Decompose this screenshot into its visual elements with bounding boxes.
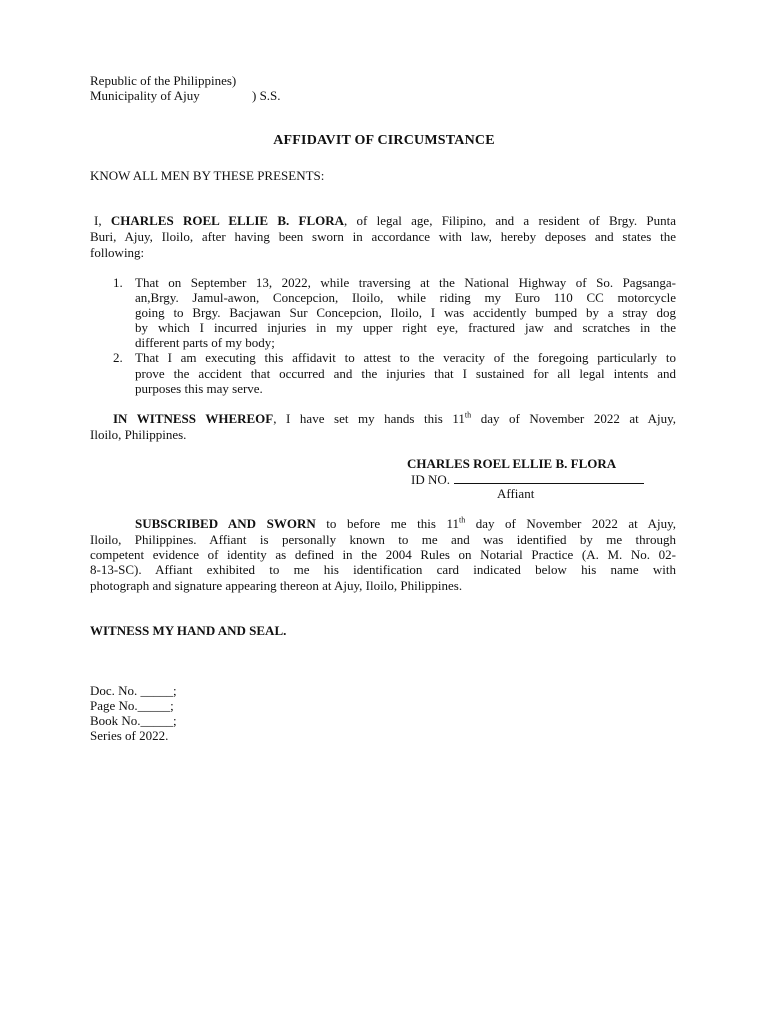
item-1-line: by which I incurred injuries in my upper right eye, fractured jaw and scratches in the [135, 320, 676, 335]
affiant-name: CHARLES ROEL ELLIE B. FLORA [407, 456, 617, 471]
witness-whereof-text-b: day of November 2022 at Ajuy, [471, 411, 676, 426]
intro-line-2: Buri, Ajuy, Iloilo, after having been sworn in accordance with law, hereby deposes and states the [90, 229, 676, 244]
id-blank [454, 471, 644, 484]
subscribed-line: 8-13-SC). Affiant exhibited to me his identification card indicated below his name with [90, 562, 676, 577]
item-1-line: an,Brgy. Jamul-awon, Concepcion, Iloilo, while riding my Euro 110 CC motorcycle [135, 290, 676, 305]
intro-line-1 [94, 213, 676, 229]
header-republic: Republic of the Philippines) [90, 73, 237, 88]
witness-whereof-line-2: Iloilo, Philippines. [90, 427, 187, 442]
item-2-line: purposes this may serve. [135, 381, 263, 396]
witness-whereof-sup: th [464, 410, 472, 420]
doc-no: Doc. No. _____; [90, 683, 177, 698]
document-title: AFFIDAVIT OF CIRCUMSTANCE [273, 133, 495, 148]
witness-whereof-text: , I have set my hands this 11 [273, 411, 465, 426]
item-2-number: 2. [113, 350, 123, 365]
affiant-name-inline: CHARLES ROEL ELLIE B. FLORA [110, 213, 345, 228]
id-label: ID NO. [411, 472, 450, 487]
witness-whereof-line-1 [113, 411, 676, 427]
subscribed-line-1 [135, 516, 676, 532]
affiant-label: Affiant [497, 486, 535, 501]
item-1-line: different parts of my body; [135, 335, 275, 350]
subscribed-bold: SUBSCRIBED AND SWORN [135, 516, 316, 531]
subscribed-line: Iloilo, Philippines. Affiant is personally known to me and was identified by me through [90, 532, 676, 547]
subscribed-text-b: day of November 2022 at Ajuy, [465, 516, 677, 531]
item-1-line: going to Brgy. Bacjawan Sur Concepcion, Iloilo, I was accidently bumped by a stray dog [135, 305, 676, 320]
intro-line-3: following: [90, 245, 145, 260]
subscribed-sup: th [458, 515, 466, 525]
subscribed-line: photograph and signature appearing thereon at Ajuy, Iloilo, Philippines. [90, 578, 463, 593]
series: Series of 2022. [90, 728, 169, 743]
intro-pre: I, [94, 213, 111, 228]
witness-hand-seal: WITNESS MY HAND AND SEAL. [90, 623, 287, 638]
header-municipality: Municipality of Ajuy [90, 88, 200, 103]
item-1-number: 1. [113, 275, 123, 290]
header-ss: ) S.S. [252, 88, 281, 103]
intro-post: , of legal age, Filipino, and a resident of Brgy. Punta [344, 213, 676, 228]
subscribed-text: to before me this 11 [315, 516, 459, 531]
subscribed-line: competent evidence of identity as defined in the 2004 Rules on Notarial Practice (A. M. No. 02- [90, 547, 676, 562]
item-2-line: That I am executing this affidavit to attest to the veracity of the foregoing particularly to [135, 350, 676, 365]
witness-whereof-bold: IN WITNESS WHEREOF [113, 411, 274, 426]
item-1-line: That on September 13, 2022, while traversing at the National Highway of So. Pagsanga- [135, 275, 676, 290]
item-2-line: prove the accident that occurred and the injuries that I sustained for all legal intents and [135, 366, 676, 381]
know-all-men: KNOW ALL MEN BY THESE PRESENTS: [90, 168, 325, 183]
book-no: Book No._____; [90, 713, 177, 728]
page-no: Page No._____; [90, 698, 174, 713]
